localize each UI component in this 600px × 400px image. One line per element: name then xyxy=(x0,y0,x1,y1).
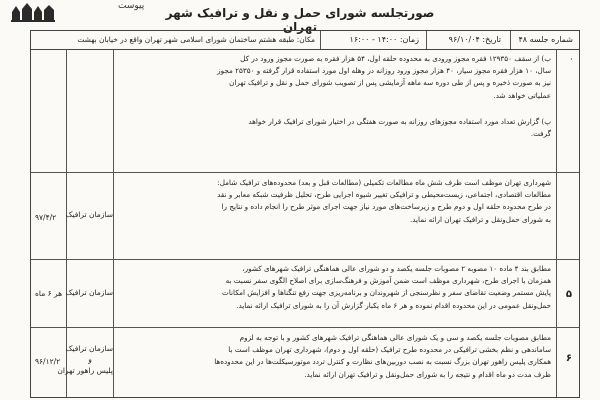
row-2-responsible: سازمان ترافیک xyxy=(65,210,113,219)
row-3-text: مطابق بند ۴ ماده ۱۰ مصوبه ۲ مصوبات جلسه یکصد و دو شورای عالی هماهنگی ترافیک شهرهای کشور، همزمان با اجرای طرح، شهرداری موظف است ضمن آموزش و فرهنگ‌سازی برای اصلاح الگوی سفر نسبت به پایش مستمر وضعیت تقاضای سفر و نظرسنجی از شهروندان و برنامه‌ریزی جهت رفع تنگناها و افزایش امکانات حمل‌ونقل عمومی در این محدوده اقدام نموده و هر ۶ ماه یکبار گزارش آن را به شورای ترافیک ارائه نماید. xyxy=(222,264,551,310)
row-divider xyxy=(31,327,579,328)
row-4-number: ۶ xyxy=(565,353,572,364)
row-divider xyxy=(31,259,579,260)
row-4-responsible: سازمان ترافیک و پلیس راهور تهران xyxy=(57,344,113,375)
minutes-table xyxy=(30,30,580,398)
session-place: مکان: طبقه هشتم ساختمان شورای اسلامی شهر تهران واقع در خیابان بهشت xyxy=(77,35,315,44)
session-number: شماره جلسه ۴۸ xyxy=(518,35,573,44)
row-3-deadline: هر ۶ ماه xyxy=(35,289,63,298)
session-date: تاریخ: ۹۶/۱۰/۰۴ xyxy=(448,35,501,44)
header-divider xyxy=(426,31,427,49)
row-4-deadline: ۹۶/۱۲/۲ xyxy=(35,357,61,366)
column-divider xyxy=(556,49,557,397)
row-4-text: مطابق مصوبات جلسه یکصد و سی و یک شورای عالی هماهنگی ترافیک شهرهای کشور و با توجه به لزوم ساماندهی و نظم بخشی ترافیکی در محدوده طرح ترافیک (حلقه اول و دوم)، شهرداری تهران موظف است با همکاری پلیس راهور تهران بزرگ نسبت به نصب دوربین‌های نظارت و کنترل تردد موتورسیکلت‌ها در این محدوده‌ها ظرف مدت دو ماه اقدام و نتیجه را به شورای حمل‌ونقل و ترافیک تهران ارائه نماید. xyxy=(214,333,551,379)
session-time: زمان: ۱۴:۰۰ - ۱۶:۰۰ xyxy=(349,35,419,44)
row-3-responsible: سازمان ترافیک xyxy=(65,288,113,297)
row-1-text: ب) از سقف ۱۲۹۳۵۰ فقره مجوز ورودی به محدوده حلقه اول، ۵۴ هزار فقره به صورت مجوز ورود در کل سال، ۱۰ هزار فقره مجوز سیار، ۴۰ هزار مجوز ورود روزانه در وهله اول مورد استفاده قرار گرفته و ۲۵۳۵۰ مجوز نیز به صورت ذخیره و پس از طی دوره سه ماهه آزمایشی پس از تصویب شورای حمل و نقل و ترافیک تهران عملیاتی خواهد شد. پ) گزارش تعداد مورد استفاده مجوزهای روزانه به صورت هفتگی در اختیار شورای ترافیک قرار خواهد گرفت. xyxy=(217,54,551,139)
document-title: صورتجلسه شورای حمل و نقل و ترافیک شهر تهران xyxy=(165,6,435,34)
row-2-deadline: ۹۷/۴/۲ xyxy=(35,213,57,222)
row-2-text: شهرداری تهران موظف است ظرف شش ماه مطالعات تکمیلی (مطالعات قبل و بعد) محدوده‌های ترافیک شامل: مطالعات اقتصادی، اجتماعی، زیست‌محیطی و ترافیکی تغییر شیوه اجرایی طرح، تحلیل ظرفیت شبکه معابر و نقد در طرح محدوده حلقه اول و دوم طرح و زیرساخت‌های مورد نیاز جهت اجرای موثر طرح را انجام داده و نتایج را به شورای حمل‌ونقل و ترافیک تهران ارائه نماید. xyxy=(217,178,551,224)
header-divider xyxy=(320,31,321,49)
minutes-header-row xyxy=(31,31,579,50)
header-divider xyxy=(510,31,511,49)
tehran-council-logo-icon xyxy=(10,0,56,22)
attachment-label: پیوست xyxy=(118,1,145,11)
row-3-number: ۵ xyxy=(565,289,572,300)
row-1-marker: · xyxy=(570,55,573,65)
row-divider xyxy=(31,172,579,173)
